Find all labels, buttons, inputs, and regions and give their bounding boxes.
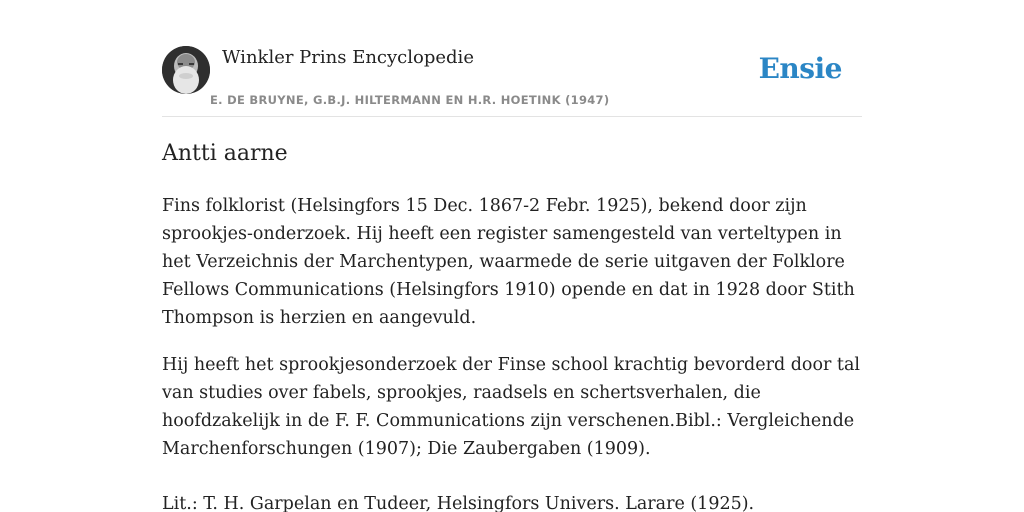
article-paragraph: Fins folklorist (Helsingfors 15 Dec. 1867-2 Febr. 1925), bekend door zijn sprookjes-onderzoek. Hij heeft een register samengesteld van verteltypen in het Verzeichnis der Marchentypen, waarmede de serie uitgaven der Folklore Fellows Communications (Helsingfors 1910) opende en dat in 1928 door Stith Thompson is herzien en aangevuld. — [162, 196, 855, 328]
article-literature: Lit.: T. H. Garpelan en Tudeer, Helsingfors Univers. Larare (1925). — [162, 494, 755, 512]
page-header — [162, 46, 862, 117]
publication-title[interactable]: Winkler Prins Encyclopedie — [222, 47, 474, 68]
article — [162, 136, 862, 512]
ensie-logo[interactable]: Ensie — [758, 52, 842, 85]
article-paragraph: Hij heeft het sprookjesonderzoek der Finse school krachtig bevorderd door tal van studies over fabels, sprookjes, raadsels en schertsverhalen, die hoofdzakelijk in de F. F. Communications zijn verschenen.Bibl.: Vergleichende Marchenforschungen (1907); Die Zaubergaben (1909). — [162, 355, 860, 459]
author-avatar[interactable] — [162, 46, 210, 94]
bearded-man-portrait-icon — [162, 46, 210, 94]
publication-authors: E. DE BRUYNE, G.B.J. HILTERMANN EN H.R. HOETINK (1947) — [210, 93, 610, 107]
article-title: Antti aarne — [162, 141, 288, 166]
